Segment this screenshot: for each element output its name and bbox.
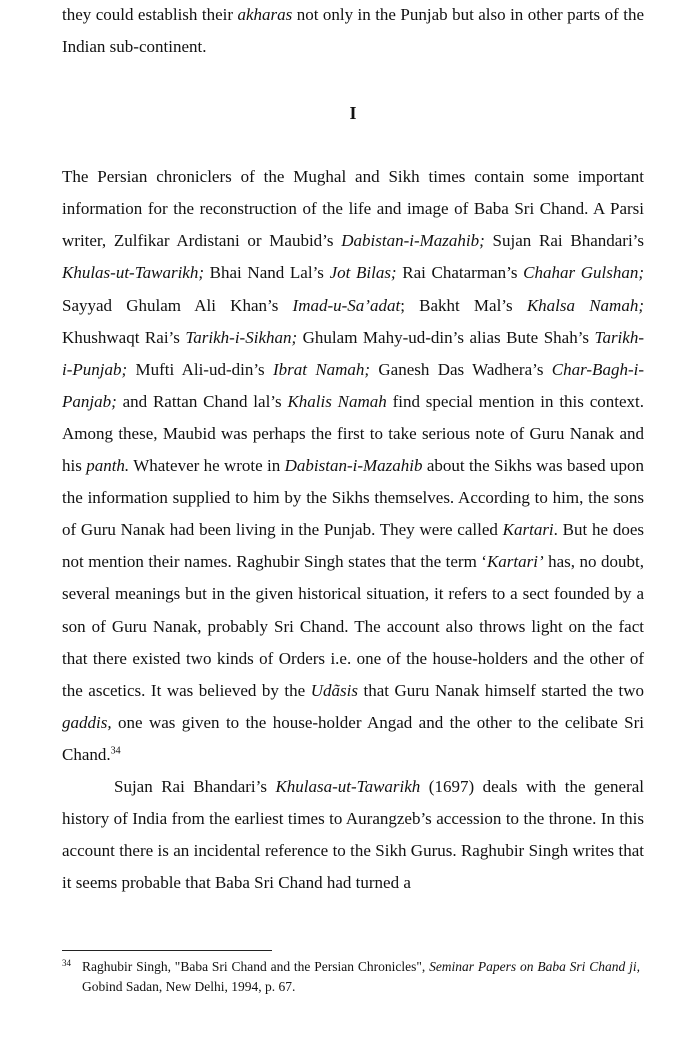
italic-title: Jot Bilas; bbox=[329, 263, 397, 283]
italic-title: Tarikh-i-Sikhan; bbox=[185, 327, 298, 347]
text-run: has, no doubt, several meanings but in the given historical situation, it refers to a sect founded by a son of Guru Nanak, probably Sri Chand. The account also throws light on the fact that there existed two kinds of Orders i.e. one of the house-holders and the other of the ascetics. It was believed by the bbox=[62, 552, 644, 700]
text-run: (1697) deals with the general history of India from the earliest times to Aurangzeb’s accession to the throne. In this account there is an incidental reference to the Sikh Gurus. Raghubir Singh writes that it seems probable that Baba Sri Chand had turned a bbox=[62, 776, 645, 893]
footnote bbox=[62, 957, 640, 997]
footnote-reference[interactable]: 34 bbox=[110, 745, 121, 757]
text-run: that Guru Nanak himself started the two bbox=[357, 680, 644, 700]
text-run: Ganesh Das Wadhera’s bbox=[370, 359, 552, 379]
text-run: Bhai Nand Lal’s bbox=[204, 263, 330, 283]
text-run: The Persian chroniclers of the Mughal and Sikh times contain some important information for the reconstruction of the life and image of Baba Sri Chand. A Parsi writer, Zulfikar Ardistani or Maubid’s bbox=[62, 167, 644, 251]
italic-term: Kartari’ bbox=[486, 552, 544, 572]
text-run: . But he does not mention their names. Raghubir Singh states that the term ‘ bbox=[62, 520, 644, 572]
italic-title: Imad-u-Sa’adat bbox=[292, 295, 401, 315]
continuation-paragraph bbox=[62, 0, 644, 63]
italic-title: Dabistan-i-Mazahib bbox=[284, 456, 423, 476]
italic-term: akharas bbox=[237, 5, 293, 24]
italic-title: Khalis Namah bbox=[287, 391, 387, 411]
text-run: Sujan Rai Bhandari’s bbox=[114, 776, 276, 796]
text-run: Mufti Ali-ud-din’s bbox=[127, 359, 273, 379]
text-run: Sayyad Ghulam Ali Khan’s bbox=[62, 295, 293, 315]
italic-term: panth. bbox=[86, 456, 130, 476]
footnote-text bbox=[82, 957, 640, 997]
text-run: and Rattan Chand lal’s bbox=[116, 391, 288, 411]
italic-title: Char-Bagh-i-Panjab; bbox=[62, 359, 644, 411]
page-body bbox=[62, 0, 644, 899]
text-run: Khushwaqt Rai’s bbox=[62, 327, 186, 347]
text-run: about the Sikhs was based upon the information supplied to him by the Sikhs themselves. According to him, the sons of Guru Nanak had been living in the Punjab. They were called bbox=[62, 456, 645, 540]
text-run: Rai Chatarman’s bbox=[396, 263, 524, 283]
italic-title: Khulasa-ut-Tawarikh bbox=[275, 776, 421, 796]
italic-title: Ibrat Namah; bbox=[273, 359, 371, 379]
text-run: one was given to the house-holder Angad and the other to the celibate Sri Chand. bbox=[62, 712, 644, 764]
text-run: not only in the Punjab but also in other parts of the Indian sub-continent. bbox=[62, 5, 644, 57]
section-heading: I bbox=[349, 103, 357, 124]
text-run: Whatever he wrote in bbox=[129, 456, 285, 476]
italic-title: Khalsa Namah; bbox=[526, 295, 644, 315]
footnote-divider bbox=[62, 950, 272, 951]
body-paragraph-2 bbox=[62, 771, 644, 899]
italic-term: Kartari bbox=[502, 520, 554, 540]
italic-title: Tarikh-i-Punjab; bbox=[62, 327, 644, 379]
italic-title: Chahar Gulshan; bbox=[523, 263, 644, 283]
text-run: Ghulam Mahy-ud-din’s alias Bute Shah’s bbox=[297, 327, 595, 347]
text-run: they could establish their bbox=[62, 5, 238, 24]
text-run: find special mention in this context. Among these, Maubid was perhaps the first to take serious note of Guru Nanak and his bbox=[62, 391, 644, 476]
text-run: Gobind Sadan, New Delhi, 1994, p. 67. bbox=[82, 979, 296, 994]
body-paragraph-1 bbox=[62, 161, 644, 771]
text-run: Raghubir Singh, "Baba Sri Chand and the Persian Chronicles", bbox=[82, 959, 430, 974]
footnote-number: 34 bbox=[62, 958, 71, 968]
italic-term: gaddis, bbox=[62, 712, 112, 732]
text-run: ; Bakht Mal’s bbox=[400, 295, 527, 315]
italic-term: Udãsis bbox=[310, 680, 358, 700]
text-run: Sujan Rai Bhandari’s bbox=[484, 231, 645, 251]
italic-title: Seminar Papers on Baba Sri Chand ji, bbox=[429, 959, 640, 974]
italic-title: Khulas-ut-Tawarikh; bbox=[62, 263, 205, 283]
italic-title: Dabistan-i-Mazahib; bbox=[341, 231, 485, 251]
